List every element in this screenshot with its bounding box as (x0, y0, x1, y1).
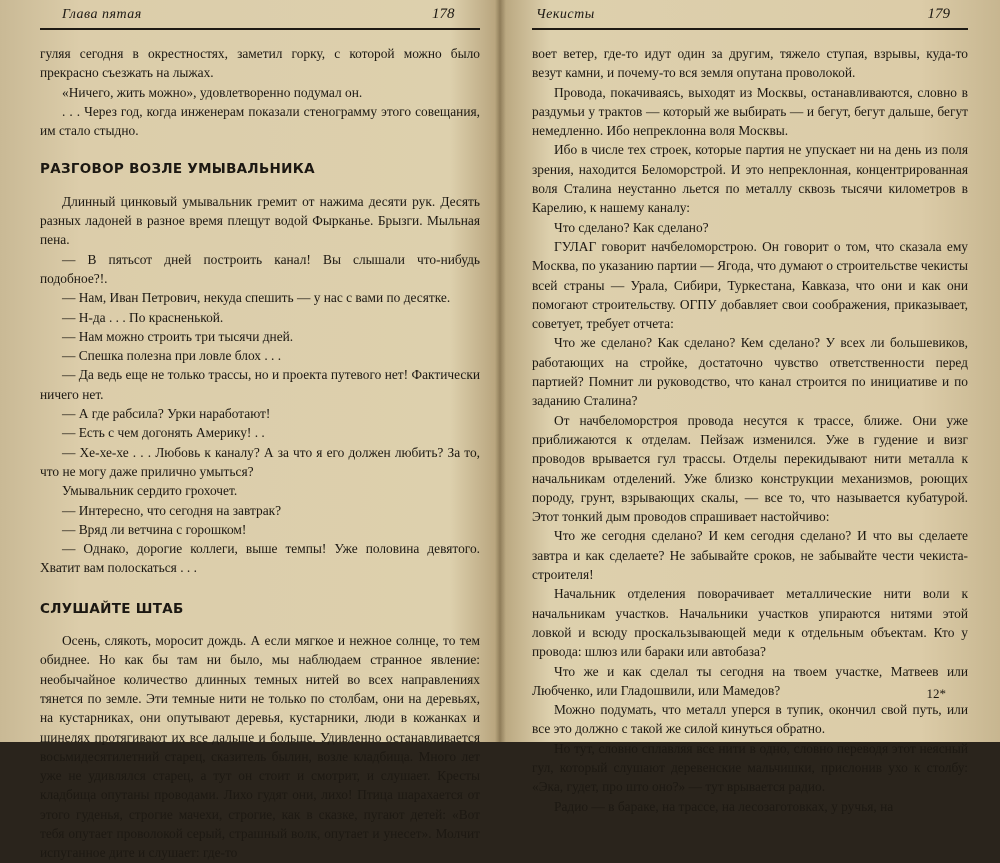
signature-mark: 12* (926, 686, 946, 701)
paragraph: Провода, покачиваясь, выходят из Москвы, останавливаются, словно в раздумьи у трактов — который же выбирать — и бегут, бегут дальше, бегут немедленно. Ибо непреклонна воля Москвы. (532, 84, 968, 139)
paragraph: воет ветер, где-то идут один за другим, тяжело ступая, взрывы, куда-то везут камни, и почему-то вся земля опутана проволокой. (532, 46, 968, 81)
left-running-title: Глава пятая (62, 7, 142, 22)
paragraph: гуляя сегодня в окрестностях, заметил горку, с которой можно было прекрасно съезжать на лыжах. (40, 46, 480, 81)
paragraph: От начбеломорстроя провода несутся к трассе, ближе. Они уже приближаются к отделам. Пейзаж изменился. Уже в гудение и визг проводов врывается гул трассы. Отделы перекидывают нити металла к начальникам отделений. Уже близко конструкции механизмов, роющих породу, грунт, взрывающих скалы, — все то, что называется кубатурой. Этот тонкий дым проводов спрашивает настойчиво: (532, 412, 968, 525)
paragraph: — А где рабсила? Урки наработают! (62, 406, 271, 422)
paragraph: — В пятьсот дней построить канал! Вы слышали что-нибудь подобное?!. (40, 251, 480, 286)
left-page (40, 0, 480, 861)
paragraph: — Однако, дорогие коллеги, выше темпы! Уже половина девятого. Хватит вам полоскаться . . . (40, 541, 480, 576)
left-running-head (40, 4, 480, 30)
paragraph: . . . Через год, когда инженерам показали стенограмму этого совещания, им стало стыдно. (40, 103, 480, 139)
paragraph: Можно подумать, что металл уперся в тупик, окончил свой путь, или все это должно с такой же силой кинуться обратно. (532, 702, 968, 737)
right-running-title: Чекисты (536, 7, 595, 22)
paragraph: — Хе-хе-хе . . . Любовь к каналу? А за что я его должен любить? За то, что не могу даже прилично умыться? (40, 444, 480, 479)
paragraph: Что же и как сделал ты сегодня на твоем участке, Матвеев или Любченко, или Гладошвили, или Мамедов? (532, 663, 968, 698)
right-page-number: 179 (927, 6, 950, 22)
left-page-body (40, 44, 480, 863)
paragraph: Что же сегодня сделано? И кем сегодня сделано? И что вы сделаете завтра и как сделаете? Не забывайте сроков, не забывайте чести чекиста-строителя! (532, 528, 968, 583)
section-heading: РАЗГОВОР ВОЗЛЕ УМЫВАЛЬНИКА (40, 161, 315, 178)
paragraph: Осень, слякоть, моросит дождь. А если мягкое и нежное солнце, то тем обиднее. Но как бы там ни было, мы наблюдаем странное явление: необычайное количество длинных темных нитей во всех направлениях тянется по земле. Эти темные нити не только по столбам, они на деревьях, на кустарниках, они опутывают деревья, кустарники, люди в кожанках и шинелях протягивают их все дальше и больше. Удивленно останавливается восьмидесятилетний старец, сказитель былин, возле кладбища. Много лет уже не удивлялся старец, а тут он стоит и смотрит, и слушает. Кресты кладбища опутаны проводами. Лихо гудят они, лихо! Птица шарахается от этого гуденья, строгие мачехи, строгие, как в сказке, пугают детей: «Вот тебя опутает проволокой серый, страшный волк, опутает и унесет». Молчит испуганное дите и слушает: где-то (40, 633, 480, 861)
paragraph: Ибо в числе тех строек, которые партия не упускает ни на день из поля зрения, находится Беломорстрой. И это непреклонная, концентрированная воля Сталина неустанно льется по металлу сквозь тысячи километров в Карелию, к нашему каналу: (532, 142, 968, 216)
paragraph: — Нам, Иван Петрович, некуда спешить — у нас с вами по десятке. (62, 290, 451, 306)
paragraph: — Вряд ли ветчина с горошком! (62, 521, 247, 537)
right-running-head (532, 4, 968, 30)
left-page-number: 178 (432, 6, 455, 22)
paragraph: ГУЛАГ говорит начбеломорстрою. Он говорит о том, что сказала ему Москва, по указанию партии — Ягода, что думают о строительстве чекисты всей страны — Урала, Сибири, Туркестана, Кавказа, что они и как они помогают строительству. ОГПУ добавляет свои соображения, приказывает, советует, требует отчета: (532, 238, 968, 332)
section-heading: СЛУШАЙТЕ ШТАБ (40, 600, 184, 617)
paragraph: Умывальник сердито грохочет. (62, 483, 238, 499)
paragraph: — Интересно, что сегодня на завтрак? (62, 502, 282, 518)
paragraph: — Да ведь еще не только трассы, но и проекта путевого нет! Фактически ничего нет. (40, 367, 480, 402)
paragraph: Радио — в бараке, на трассе, на лесозаготовках, у ручья, на (554, 798, 894, 814)
paragraph: — Спешка полезна при ловле блох . . . (62, 348, 282, 364)
right-page (532, 0, 968, 814)
paragraph: Что сделано? Как сделано? (554, 219, 709, 235)
paragraph: Что же сделано? Как сделано? Кем сделано? У всех ли большевиков, работающих на стройке, достаточно чувство ответственности перед партией? Помнит ли руководство, что канал строится по инициативе и по заданию Сталина? (532, 335, 968, 409)
right-page-body (532, 44, 968, 816)
paragraph: Длинный цинковый умывальник гремит от нажима десяти рук. Десять разных ладоней в разное время плещут водой Фырканье. Брызги. Мыльная пена. (40, 193, 480, 248)
paragraph: Начальник отделения поворачивает металлические нити воли к начальникам участков. Начальники участков упираются нитями этой ловкой и всюду проскальзывающей меди к отдельным объектам. Кто у провода: шлюз или бараки или автобаза? (532, 586, 968, 660)
paragraph: «Ничего, жить можно», удовлетворенно подумал он. (62, 84, 363, 100)
paragraph: — Нам можно строить три тысячи дней. (62, 328, 294, 344)
paragraph: — Есть с чем догонять Америку! . . (62, 425, 265, 441)
paragraph: Но тут, словно сплавляя все нити в одно, словно переводя этот неясный гул, который слушают деревенские мальчишки, прислонив ухо к столбу: «Эка, гудет, про што оно?» — тут врывается радио. (532, 740, 968, 795)
paragraph: — Н-да . . . По красненькой. (62, 309, 224, 325)
